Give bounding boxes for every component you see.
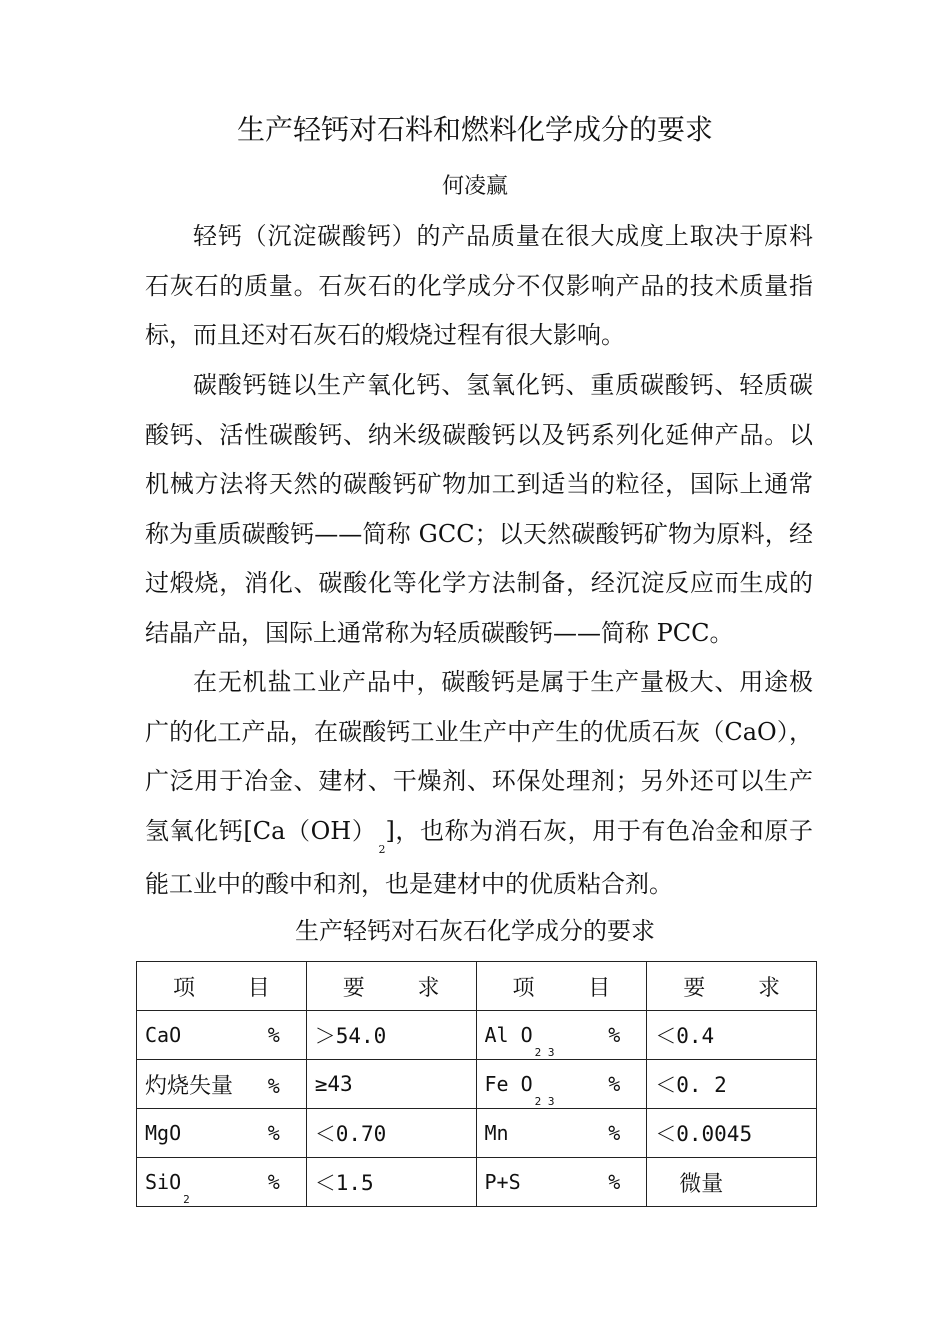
table-row	[137, 1158, 817, 1207]
item-name-subscript: 2 3	[534, 1095, 555, 1108]
header-item-2	[476, 962, 647, 1011]
item-unit: %	[608, 1023, 621, 1047]
item-unit: %	[267, 1023, 280, 1047]
table-cell-item	[476, 1109, 647, 1158]
requirement-value: ＜0.0045	[655, 1122, 753, 1146]
item-unit: %	[608, 1121, 621, 1145]
header-item-2-b: 目	[588, 975, 611, 1001]
table-cell-value	[306, 1060, 476, 1109]
item-name-text: 灼烧失量	[145, 1073, 234, 1099]
table-cell-item	[137, 1011, 307, 1060]
document-author: 何凌赢	[441, 174, 508, 199]
header-req-1-b: 求	[417, 975, 440, 1001]
item-name-text: Mn	[484, 1121, 509, 1145]
table-caption: 生产轻钙对石灰石化学成分的要求	[295, 917, 655, 945]
table-cell-value	[306, 1011, 476, 1060]
item-name	[145, 1069, 235, 1100]
header-item-2-a: 项	[512, 975, 535, 1001]
item-name-subscript: 2	[183, 1193, 190, 1206]
table-cell-item	[137, 1109, 307, 1158]
item-name-text: MgO	[145, 1121, 182, 1145]
item-name-text: SiO	[145, 1170, 182, 1194]
requirement-value: ≥43	[314, 1071, 353, 1096]
item-name	[484, 1072, 555, 1108]
table-row	[137, 1060, 817, 1109]
paragraph-industry-use-subscript: 2	[378, 842, 386, 856]
table-cell-item	[137, 1158, 307, 1207]
header-item-1	[137, 962, 307, 1011]
item-name-subscript: 2 3	[534, 1046, 555, 1059]
item-name-text: P+S	[484, 1170, 521, 1194]
item-unit: %	[267, 1121, 280, 1145]
requirement-value: ＜0. 2	[655, 1073, 727, 1097]
paragraph-calcium-chain: 碳酸钙链以生产氧化钙、氢氧化钙、重质碳酸钙、轻质碳酸钙、活性碳酸钙、纳米级碳酸钙以及钙系列化延伸产品。以机械方法将天然的碳酸钙矿物加工到适当的粒径，国际上通常称为重质碳酸钙——简称 GCC；以天然碳酸钙矿物为原料，经过煅烧，消化、碳酸化等化学方法制备，经沉淀反应而生成的结晶产品，国际上通常称为轻质碳酸钙——简称 PCC。	[145, 371, 813, 647]
table-cell-value	[647, 1158, 817, 1207]
requirement-value: ＜1.5	[314, 1171, 374, 1195]
table-cell-value	[647, 1011, 817, 1060]
item-name	[485, 1170, 523, 1194]
item-name	[145, 1121, 183, 1145]
table-header-row	[137, 962, 817, 1011]
table-cell-value	[647, 1109, 817, 1158]
requirement-value: ＜0.70	[314, 1122, 387, 1146]
requirements-table	[136, 961, 817, 1207]
item-name-text: Al O	[484, 1023, 533, 1047]
item-unit: %	[608, 1170, 621, 1194]
header-req-2	[647, 962, 817, 1011]
requirement-value: 微量	[679, 1171, 724, 1197]
paragraph-industry-use	[145, 658, 813, 910]
table-cell-value	[647, 1060, 817, 1109]
item-name	[484, 1023, 555, 1059]
item-name	[145, 1023, 183, 1047]
paragraph-intro: 轻钙（沉淀碳酸钙）的产品质量在很大成度上取决于原料石灰石的质量。石灰石的化学成分不仅影响产品的技术质量指标，而且还对石灰石的煅烧过程有很大影响。	[145, 222, 813, 350]
paragraph-industry-use-part2: ]，也称为消石灰，用于有色冶金和原子能工业中的酸中和剂，也是建材中的优质粘合剂。	[145, 816, 813, 899]
table-cell-item	[476, 1158, 647, 1207]
document-title: 生产轻钙对石料和燃料化学成分的要求	[236, 113, 713, 146]
table-cell-value	[306, 1109, 476, 1158]
header-req-1-a: 要	[342, 975, 365, 1001]
item-unit: %	[267, 1170, 280, 1194]
item-name-text: CaO	[145, 1023, 182, 1047]
table-cell-item	[476, 1060, 647, 1109]
table-row	[137, 1109, 817, 1158]
table-cell-value	[306, 1158, 476, 1207]
header-item-1-b: 目	[247, 975, 270, 1001]
table-cell-item	[137, 1060, 307, 1109]
header-req-1	[306, 962, 476, 1011]
item-name-text: Fe O	[484, 1072, 533, 1096]
requirement-value: ＜0.4	[655, 1024, 715, 1048]
paragraph-industry-use-part1: 在无机盐工业产品中，碳酸钙是属于生产量极大、用途极广的化工产品，在碳酸钙工业生产中产生的优质石灰（CaO），广泛用于冶金、建材、干燥剂、环保处理剂；另外还可以生产氢氧化钙[Ca（OH）	[145, 668, 813, 845]
item-name	[145, 1170, 190, 1206]
item-name	[485, 1121, 511, 1145]
item-unit: %	[608, 1072, 621, 1096]
header-req-2-a: 要	[683, 975, 706, 1001]
item-unit: %	[267, 1073, 280, 1098]
requirement-value: ＞54.0	[314, 1024, 387, 1048]
table-cell-item	[476, 1011, 647, 1060]
table-row	[137, 1011, 817, 1060]
header-req-2-b: 求	[757, 975, 780, 1001]
header-item-1-a: 项	[173, 975, 196, 1001]
